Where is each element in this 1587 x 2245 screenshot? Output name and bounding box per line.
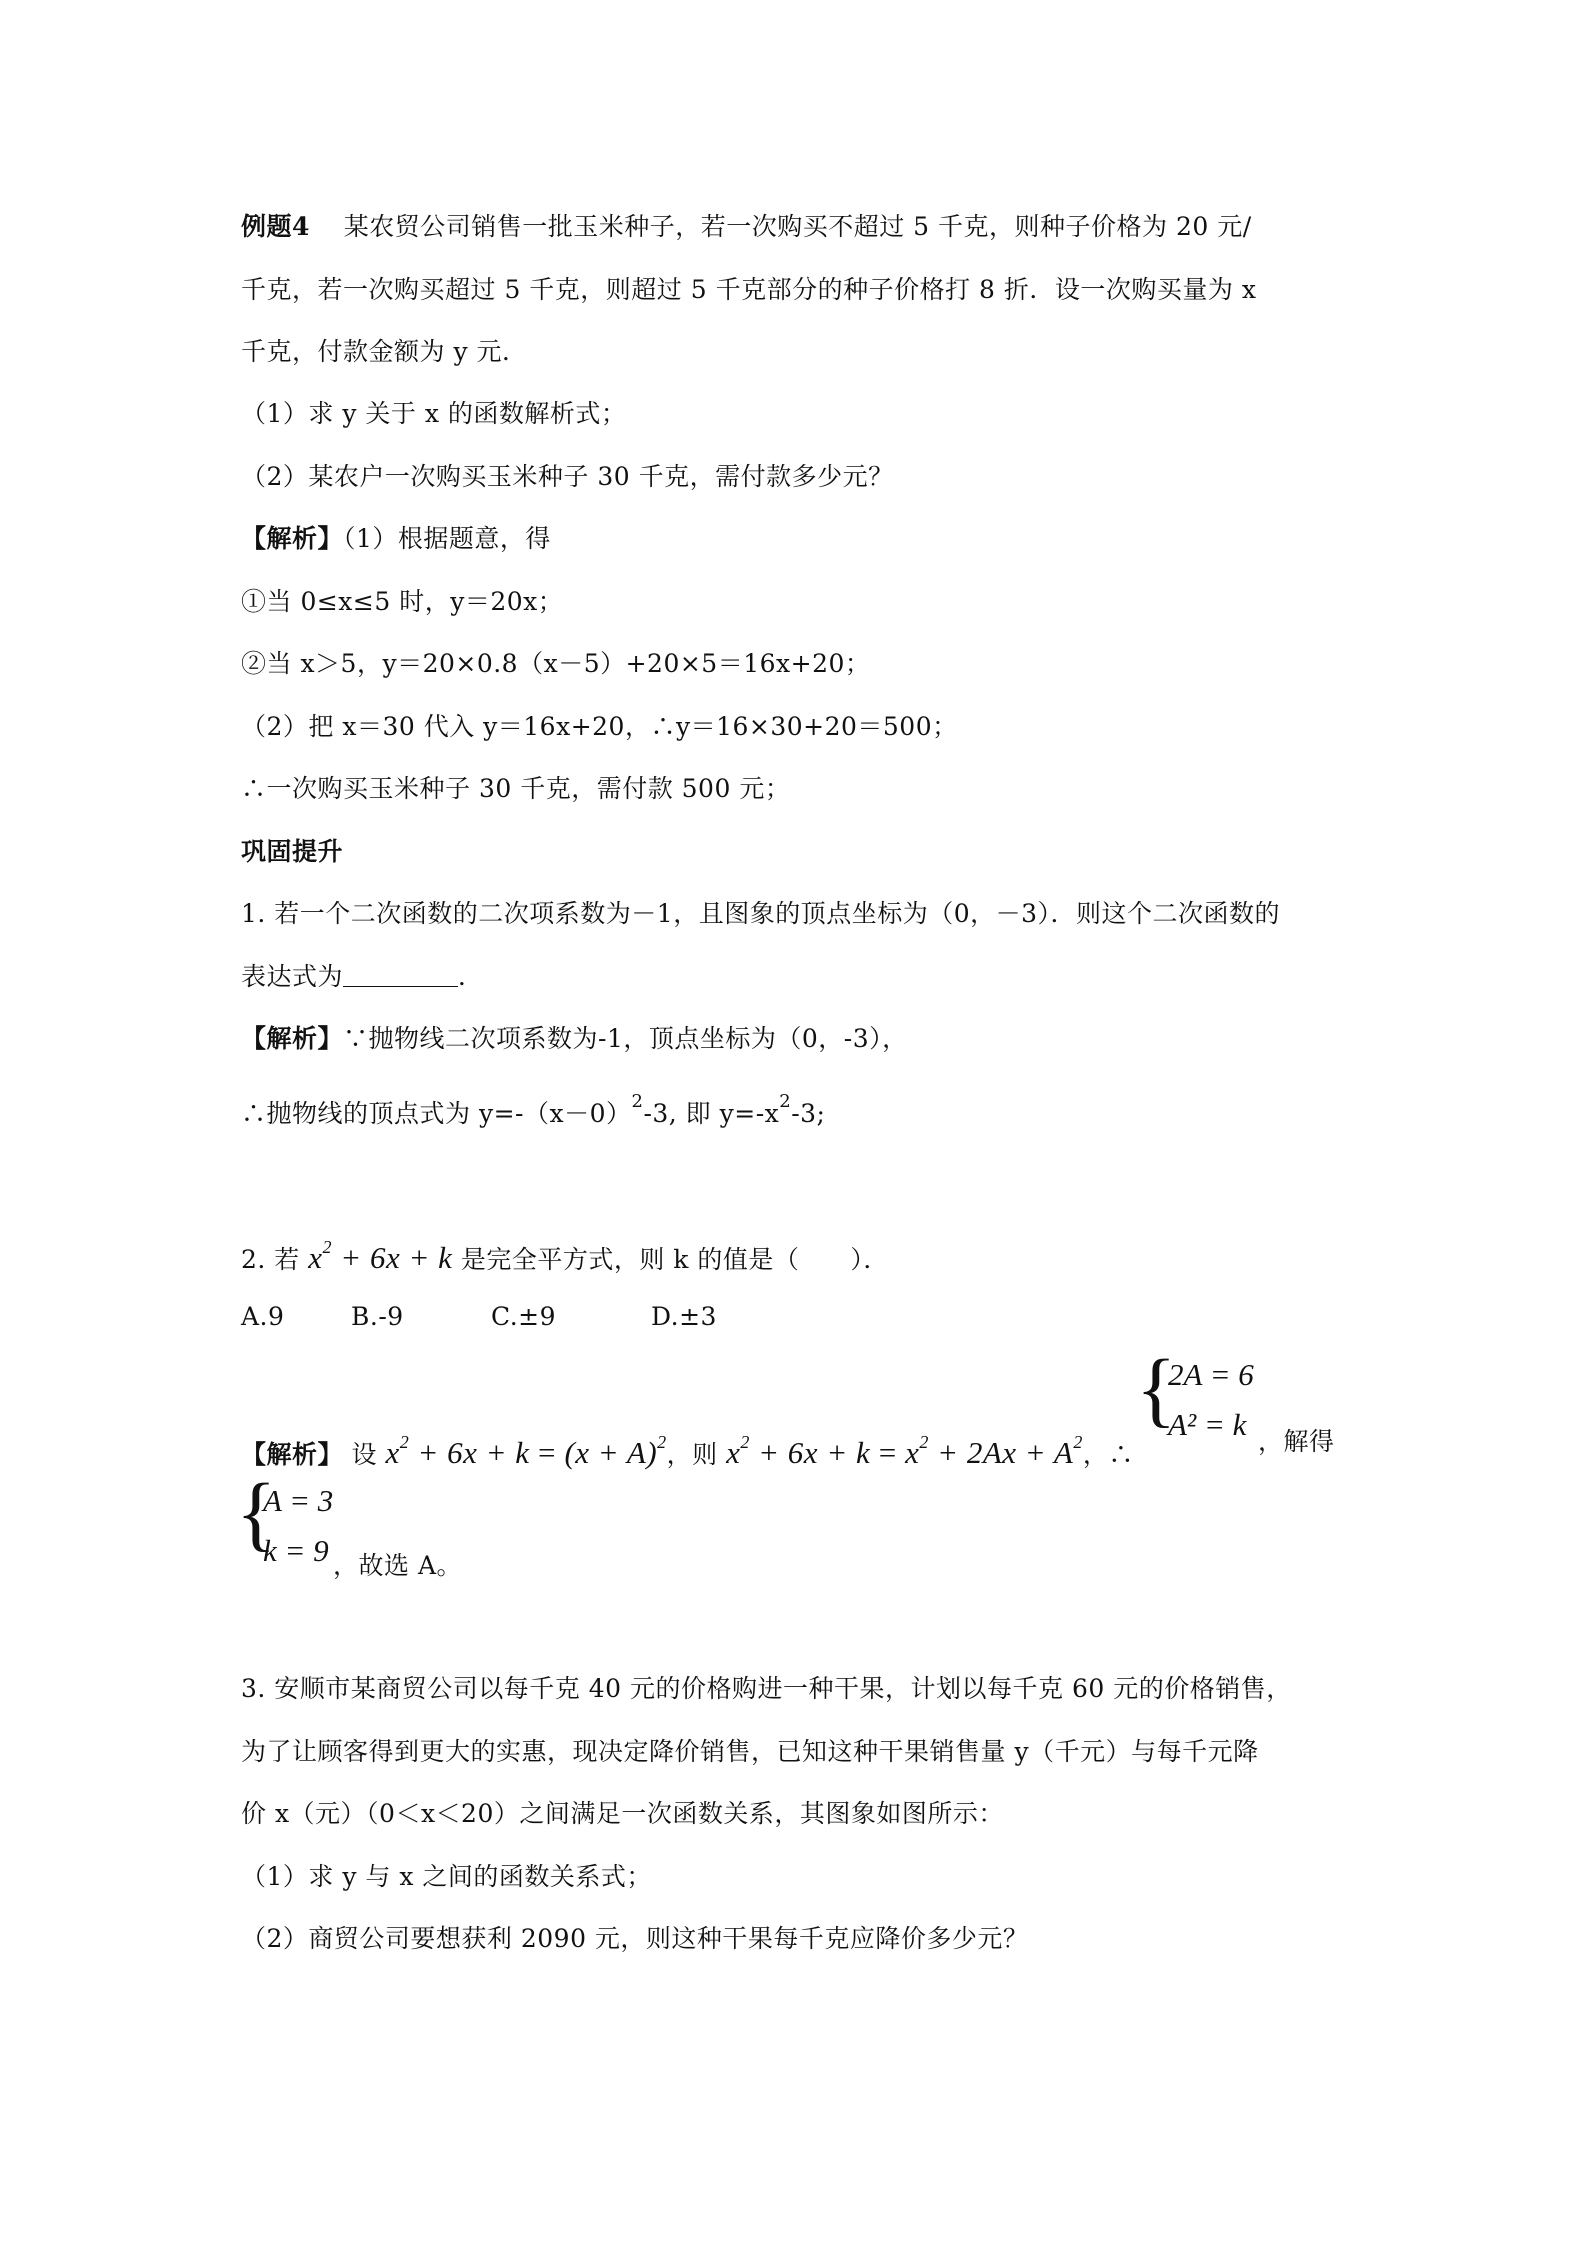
- example-4-solution-line-1: 【解析】（1）根据题意，得: [241, 524, 551, 553]
- problem-3-line-1: 3. 安顺市某商贸公司以每千克 40 元的价格购进一种干果，计划以每千克 60 元的价格销售，: [241, 1674, 1292, 1703]
- example-4-question-2: （2）某农户一次购买玉米种子 30 千克，需付款多少元？: [241, 462, 894, 491]
- problem-1-solution-line-1: 【解析】∵抛物线二次项系数为-1，顶点坐标为（0，-3），: [241, 1024, 908, 1053]
- section-title: 巩固提升: [241, 837, 344, 866]
- example-4-solution-line-3: ②当 x＞5，y＝20×0.8（x－5）+20×5＝16x+20；: [241, 649, 871, 678]
- problem-1-line-1: 1. 若一个二次函数的二次项系数为－1，且图象的顶点坐标为（0，－3）．则这个二次函数的: [241, 899, 1281, 928]
- example-label: 例题4: [241, 212, 310, 241]
- solve-text: ，解得: [1258, 1427, 1335, 1456]
- example-4-line-2: 千克，若一次购买超过 5 千克，则超过 5 千克部分的种子价格打 8 折．设一次购买量为 x: [241, 275, 1257, 304]
- system-brace-1: {: [1136, 1343, 1177, 1436]
- problem-3-line-3: 价 x（元）（0＜x＜20）之间满足一次函数关系，其图象如图所示：: [241, 1799, 1004, 1828]
- system-1-eq-2: A² = k: [1168, 1407, 1247, 1442]
- answer-blank: [343, 962, 458, 987]
- problem-1-solution-line-2: ∴抛物线的顶点式为 $y=-(x-0)^2-3$, 即 $y=-x^2-3$;: [241, 1091, 826, 1128]
- example-4-question-1: （1）求 y 关于 x 的函数解析式；: [241, 399, 627, 428]
- problem-1-line-2: 表达式为 ．: [241, 962, 484, 991]
- expression-lhs-2: $x^2 + 6x + k$: [726, 1432, 871, 1470]
- quadratic-expression: $x^2 + 6x + k$: [308, 1237, 453, 1275]
- expression-lhs-1: $x^2 + 6x + k$: [385, 1432, 530, 1470]
- solution-label: 【解析】: [241, 1024, 344, 1053]
- solution-label: 【解析】: [241, 1440, 344, 1469]
- problem-2-solution-line-1: 【解析】 设 $x^2 + 6x + k = (x + A)^2$，则 $x^2 + 6x + k = x^2 + 2Ax + A^2$，∴: [241, 1432, 1134, 1470]
- option-c: C.±9: [491, 1302, 557, 1331]
- system-2-eq-1: A = 3: [263, 1483, 334, 1518]
- problem-2-stem: 2. 若 $x^2 + 6x + k$ 是完全平方式，则 k 的值是（ ）．: [241, 1237, 889, 1275]
- example-4-solution-line-4: （2）把 x＝30 代入 y＝16x+20，∴y＝16×30+20＝500；: [241, 712, 958, 741]
- option-d: D.±3: [651, 1302, 717, 1331]
- system-2-eq-2: k = 9: [263, 1533, 329, 1568]
- solution-label: 【解析】: [241, 524, 344, 553]
- problem-3-question-1: （1）求 y 与 x 之间的函数关系式；: [241, 1862, 652, 1891]
- option-b: B.-9: [351, 1302, 404, 1331]
- example-text: 某农贸公司销售一批玉米种子，若一次购买不超过 5 千克，则种子价格为 20 元/: [343, 212, 1252, 241]
- problem-2-options: [241, 1300, 717, 1334]
- example-4-line-3: 千克，付款金额为 y 元．: [241, 337, 528, 366]
- example-4-solution-line-5: ∴一次购买玉米种子 30 千克，需付款 500 元；: [241, 774, 791, 803]
- answer-choice: ，故选 A。: [333, 1551, 463, 1580]
- system-brace-2: {: [236, 1467, 277, 1560]
- problem-3-question-2: （2）商贸公司要想获利 2090 元，则这种干果每千克应降价多少元？: [241, 1924, 1029, 1953]
- system-1-eq-1: 2A = 6: [1168, 1357, 1254, 1392]
- binomial-square: $(x + A)^2$: [564, 1432, 667, 1470]
- example-4-line-1: [241, 210, 1252, 244]
- expanded-expression: $x^2 + 2Ax + A^2$: [905, 1432, 1083, 1470]
- example-4-solution-line-2: ①当 0≤x≤5 时，y＝20x；: [241, 587, 564, 616]
- problem-3-line-2: 为了让顾客得到更大的实惠，现决定降价销售，已知这种干果销售量 y（千元）与每千元降: [241, 1737, 1259, 1766]
- option-a: A.9: [241, 1302, 285, 1331]
